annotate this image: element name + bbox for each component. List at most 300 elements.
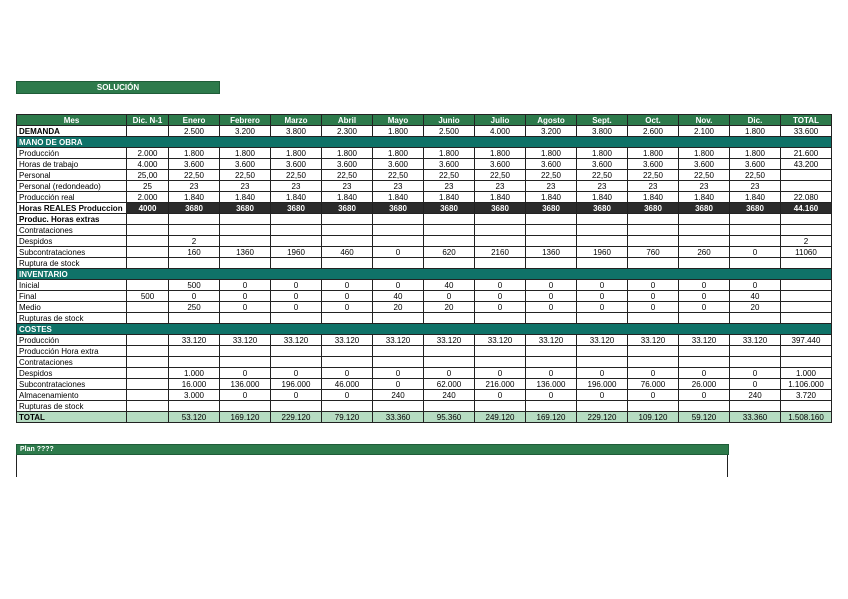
table-cell[interactable]	[271, 313, 322, 324]
table-cell[interactable]	[424, 313, 475, 324]
table-cell[interactable]	[679, 225, 730, 236]
table-cell[interactable]: 3.600	[475, 159, 526, 170]
table-cell[interactable]: 0	[577, 291, 628, 302]
table-cell[interactable]: 26.000	[679, 379, 730, 390]
table-cell[interactable]: 59.120	[679, 412, 730, 423]
row-label[interactable]: Despidos	[17, 236, 127, 247]
table-cell[interactable]: 33.120	[475, 335, 526, 346]
table-cell[interactable]: 1.840	[271, 192, 322, 203]
table-cell[interactable]	[730, 346, 781, 357]
row-label[interactable]: Produc. Horas extras	[17, 214, 127, 225]
table-cell[interactable]: 0	[679, 291, 730, 302]
table-cell[interactable]	[628, 214, 679, 225]
table-cell[interactable]: 43.200	[781, 159, 832, 170]
table-cell[interactable]: 23	[526, 181, 577, 192]
table-cell[interactable]: 3680	[526, 203, 577, 214]
table-cell[interactable]	[127, 379, 169, 390]
table-cell[interactable]: 160	[169, 247, 220, 258]
table-cell[interactable]: 169.120	[526, 412, 577, 423]
table-cell[interactable]	[271, 346, 322, 357]
table-cell[interactable]	[220, 225, 271, 236]
table-cell[interactable]: 76.000	[628, 379, 679, 390]
table-cell[interactable]	[373, 401, 424, 412]
table-cell[interactable]: 3.600	[322, 159, 373, 170]
table-cell[interactable]: 3.720	[781, 390, 832, 401]
table-cell[interactable]	[475, 236, 526, 247]
row-label[interactable]: Subcontrataciones	[17, 247, 127, 258]
table-cell[interactable]: 22,50	[475, 170, 526, 181]
table-cell[interactable]: 0	[526, 280, 577, 291]
table-cell[interactable]	[373, 258, 424, 269]
table-cell[interactable]	[127, 225, 169, 236]
table-cell[interactable]: 1.840	[220, 192, 271, 203]
table-cell[interactable]: 0	[475, 302, 526, 313]
table-cell[interactable]: 3.600	[628, 159, 679, 170]
table-cell[interactable]: 1.840	[628, 192, 679, 203]
table-cell[interactable]: 33.120	[220, 335, 271, 346]
table-cell[interactable]: 1.840	[577, 192, 628, 203]
table-cell[interactable]	[730, 225, 781, 236]
table-cell[interactable]: 1960	[271, 247, 322, 258]
table-cell[interactable]: 1.840	[169, 192, 220, 203]
row-label[interactable]: Horas REALES Produccion	[17, 203, 127, 214]
table-cell[interactable]	[781, 346, 832, 357]
table-cell[interactable]: 249.120	[475, 412, 526, 423]
table-cell[interactable]: 0	[628, 280, 679, 291]
table-cell[interactable]	[781, 280, 832, 291]
table-cell[interactable]: 1.800	[526, 148, 577, 159]
table-cell[interactable]: 0	[628, 302, 679, 313]
table-cell[interactable]: 1.800	[577, 148, 628, 159]
table-cell[interactable]	[526, 225, 577, 236]
table-cell[interactable]	[781, 225, 832, 236]
table-cell[interactable]: 23	[169, 181, 220, 192]
table-cell[interactable]: 1.840	[526, 192, 577, 203]
table-cell[interactable]: 3.000	[169, 390, 220, 401]
table-cell[interactable]: 23	[730, 181, 781, 192]
table-cell[interactable]: 397.440	[781, 335, 832, 346]
table-cell[interactable]: 33.120	[577, 335, 628, 346]
table-cell[interactable]: 0	[169, 291, 220, 302]
table-cell[interactable]: 0	[424, 368, 475, 379]
table-cell[interactable]	[169, 401, 220, 412]
table-cell[interactable]: 229.120	[577, 412, 628, 423]
table-cell[interactable]: 3.600	[271, 159, 322, 170]
table-cell[interactable]: 3.600	[220, 159, 271, 170]
table-cell[interactable]: 0	[220, 390, 271, 401]
table-cell[interactable]	[322, 346, 373, 357]
table-cell[interactable]: 33.120	[526, 335, 577, 346]
table-cell[interactable]: 1.800	[322, 148, 373, 159]
table-cell[interactable]	[577, 346, 628, 357]
table-cell[interactable]: 0	[526, 368, 577, 379]
table-cell[interactable]: 0	[424, 291, 475, 302]
table-cell[interactable]	[577, 313, 628, 324]
table-cell[interactable]: 0	[628, 291, 679, 302]
table-cell[interactable]	[373, 346, 424, 357]
table-cell[interactable]: 0	[322, 280, 373, 291]
table-cell[interactable]: 0	[730, 368, 781, 379]
table-cell[interactable]: 1.800	[220, 148, 271, 159]
table-cell[interactable]: 23	[373, 181, 424, 192]
row-label[interactable]: Ruptura de stock	[17, 258, 127, 269]
table-cell[interactable]: 3.600	[169, 159, 220, 170]
table-cell[interactable]: 22,50	[322, 170, 373, 181]
table-cell[interactable]: 3.600	[373, 159, 424, 170]
table-cell[interactable]: 760	[628, 247, 679, 258]
table-cell[interactable]: 1.000	[781, 368, 832, 379]
table-cell[interactable]: 23	[628, 181, 679, 192]
table-cell[interactable]: 1.800	[475, 148, 526, 159]
table-cell[interactable]: 3680	[628, 203, 679, 214]
table-cell[interactable]: 1.000	[169, 368, 220, 379]
table-cell[interactable]: 2.600	[628, 126, 679, 137]
table-cell[interactable]	[679, 236, 730, 247]
table-cell[interactable]: 0	[373, 368, 424, 379]
table-cell[interactable]	[781, 291, 832, 302]
table-cell[interactable]: 1960	[577, 247, 628, 258]
table-cell[interactable]: 0	[730, 280, 781, 291]
table-cell[interactable]: 0	[271, 291, 322, 302]
table-cell[interactable]: 0	[271, 280, 322, 291]
table-cell[interactable]: 0	[679, 390, 730, 401]
table-cell[interactable]: 22,50	[271, 170, 322, 181]
table-cell[interactable]	[169, 346, 220, 357]
table-cell[interactable]	[220, 313, 271, 324]
row-label[interactable]: Producción real	[17, 192, 127, 203]
column-header[interactable]: Dic.	[730, 115, 781, 126]
table-cell[interactable]	[475, 313, 526, 324]
table-cell[interactable]	[127, 236, 169, 247]
table-cell[interactable]: 33.120	[322, 335, 373, 346]
table-cell[interactable]: 3.800	[271, 126, 322, 137]
row-label[interactable]: Producción	[17, 148, 127, 159]
table-cell[interactable]	[220, 357, 271, 368]
table-cell[interactable]	[730, 401, 781, 412]
table-cell[interactable]: 0	[271, 302, 322, 313]
table-cell[interactable]	[220, 401, 271, 412]
table-cell[interactable]: 33.120	[373, 335, 424, 346]
table-cell[interactable]	[526, 357, 577, 368]
table-cell[interactable]	[322, 357, 373, 368]
table-cell[interactable]	[679, 357, 730, 368]
table-cell[interactable]	[475, 357, 526, 368]
row-label[interactable]: Producción	[17, 335, 127, 346]
table-cell[interactable]: 22.080	[781, 192, 832, 203]
table-cell[interactable]	[220, 236, 271, 247]
table-cell[interactable]	[373, 225, 424, 236]
table-cell[interactable]: 3680	[169, 203, 220, 214]
table-cell[interactable]	[628, 401, 679, 412]
table-cell[interactable]	[322, 313, 373, 324]
table-cell[interactable]	[127, 126, 169, 137]
table-cell[interactable]: 0	[271, 368, 322, 379]
table-cell[interactable]: 216.000	[475, 379, 526, 390]
table-cell[interactable]: 3.600	[526, 159, 577, 170]
column-header[interactable]: Enero	[169, 115, 220, 126]
table-cell[interactable]: 20	[424, 302, 475, 313]
table-cell[interactable]: 20	[373, 302, 424, 313]
table-cell[interactable]	[424, 346, 475, 357]
table-cell[interactable]: 0	[220, 368, 271, 379]
table-cell[interactable]: 0	[679, 280, 730, 291]
table-cell[interactable]	[169, 225, 220, 236]
table-cell[interactable]	[475, 225, 526, 236]
table-cell[interactable]	[127, 247, 169, 258]
table-cell[interactable]	[526, 346, 577, 357]
table-cell[interactable]: 33.120	[271, 335, 322, 346]
row-label[interactable]: Contrataciones	[17, 357, 127, 368]
table-cell[interactable]: 23	[322, 181, 373, 192]
table-cell[interactable]: 95.360	[424, 412, 475, 423]
table-cell[interactable]: 33.360	[373, 412, 424, 423]
table-cell[interactable]	[127, 368, 169, 379]
table-cell[interactable]: 2.000	[127, 192, 169, 203]
table-cell[interactable]	[373, 214, 424, 225]
table-cell[interactable]	[169, 214, 220, 225]
table-cell[interactable]: 33.120	[628, 335, 679, 346]
table-cell[interactable]: 33.120	[679, 335, 730, 346]
table-cell[interactable]: 250	[169, 302, 220, 313]
table-cell[interactable]: 1.840	[730, 192, 781, 203]
table-cell[interactable]	[373, 313, 424, 324]
table-cell[interactable]: 169.120	[220, 412, 271, 423]
table-cell[interactable]	[475, 401, 526, 412]
table-cell[interactable]: 22,50	[577, 170, 628, 181]
table-cell[interactable]: 22,50	[679, 170, 730, 181]
table-cell[interactable]: 40	[424, 280, 475, 291]
table-cell[interactable]: 1.800	[628, 148, 679, 159]
table-cell[interactable]	[373, 236, 424, 247]
table-cell[interactable]: 16.000	[169, 379, 220, 390]
table-cell[interactable]: 500	[169, 280, 220, 291]
table-cell[interactable]: 44.160	[781, 203, 832, 214]
table-cell[interactable]: 2160	[475, 247, 526, 258]
table-cell[interactable]	[220, 258, 271, 269]
column-header[interactable]: Febrero	[220, 115, 271, 126]
table-cell[interactable]	[730, 258, 781, 269]
table-cell[interactable]: 240	[730, 390, 781, 401]
table-cell[interactable]	[424, 214, 475, 225]
table-cell[interactable]: 0	[628, 390, 679, 401]
table-cell[interactable]: 4.000	[127, 159, 169, 170]
table-cell[interactable]	[628, 258, 679, 269]
table-cell[interactable]	[526, 258, 577, 269]
table-cell[interactable]: 196.000	[271, 379, 322, 390]
table-cell[interactable]: 229.120	[271, 412, 322, 423]
table-cell[interactable]	[271, 357, 322, 368]
table-cell[interactable]: 11060	[781, 247, 832, 258]
table-cell[interactable]	[322, 258, 373, 269]
table-cell[interactable]	[373, 357, 424, 368]
table-cell[interactable]: 2.500	[424, 126, 475, 137]
table-cell[interactable]: 22,50	[373, 170, 424, 181]
table-cell[interactable]: 620	[424, 247, 475, 258]
column-header[interactable]: Nov.	[679, 115, 730, 126]
table-cell[interactable]	[781, 258, 832, 269]
table-cell[interactable]: 33.120	[169, 335, 220, 346]
row-label[interactable]: Personal (redondeado)	[17, 181, 127, 192]
table-cell[interactable]: 33.360	[730, 412, 781, 423]
table-cell[interactable]: 4.000	[475, 126, 526, 137]
table-cell[interactable]: 0	[679, 368, 730, 379]
table-cell[interactable]: 0	[322, 302, 373, 313]
table-cell[interactable]: 240	[373, 390, 424, 401]
table-cell[interactable]: 260	[679, 247, 730, 258]
table-cell[interactable]	[127, 357, 169, 368]
column-header[interactable]: Oct.	[628, 115, 679, 126]
table-cell[interactable]: 23	[577, 181, 628, 192]
row-label[interactable]: Subcontrataciones	[17, 379, 127, 390]
table-cell[interactable]: 3680	[220, 203, 271, 214]
table-cell[interactable]	[679, 258, 730, 269]
table-cell[interactable]: 22,50	[526, 170, 577, 181]
column-header[interactable]: Dic. N-1	[127, 115, 169, 126]
table-cell[interactable]: 0	[220, 280, 271, 291]
table-cell[interactable]: 3.200	[526, 126, 577, 137]
table-cell[interactable]: 3680	[730, 203, 781, 214]
table-cell[interactable]	[679, 313, 730, 324]
column-header[interactable]: Mayo	[373, 115, 424, 126]
table-cell[interactable]: 0	[730, 379, 781, 390]
table-cell[interactable]	[577, 258, 628, 269]
table-cell[interactable]: 0	[322, 368, 373, 379]
table-cell[interactable]: 25	[127, 181, 169, 192]
column-header[interactable]: Junio	[424, 115, 475, 126]
table-cell[interactable]: 3.600	[577, 159, 628, 170]
column-header[interactable]: Mes	[17, 115, 127, 126]
table-cell[interactable]	[679, 214, 730, 225]
table-cell[interactable]	[271, 214, 322, 225]
row-label[interactable]: Final	[17, 291, 127, 302]
table-cell[interactable]	[781, 181, 832, 192]
table-cell[interactable]: 0	[628, 368, 679, 379]
table-cell[interactable]: 2.500	[169, 126, 220, 137]
table-cell[interactable]: 22,50	[424, 170, 475, 181]
table-cell[interactable]: 1.800	[730, 148, 781, 159]
table-cell[interactable]: 0	[577, 280, 628, 291]
table-cell[interactable]: 40	[373, 291, 424, 302]
table-cell[interactable]: 0	[475, 368, 526, 379]
table-cell[interactable]: 46.000	[322, 379, 373, 390]
table-cell[interactable]: 0	[526, 390, 577, 401]
table-cell[interactable]	[730, 214, 781, 225]
column-header[interactable]: Julio	[475, 115, 526, 126]
table-cell[interactable]	[127, 335, 169, 346]
table-cell[interactable]	[577, 225, 628, 236]
table-cell[interactable]: 1.800	[424, 148, 475, 159]
row-label[interactable]: DEMANDA	[17, 126, 127, 137]
table-cell[interactable]: 0	[475, 390, 526, 401]
table-cell[interactable]: 25,00	[127, 170, 169, 181]
row-label[interactable]: Medio	[17, 302, 127, 313]
table-cell[interactable]	[424, 236, 475, 247]
column-header[interactable]: TOTAL	[781, 115, 832, 126]
table-cell[interactable]: 33.120	[424, 335, 475, 346]
column-header[interactable]: Marzo	[271, 115, 322, 126]
row-label[interactable]: Contrataciones	[17, 225, 127, 236]
table-cell[interactable]	[628, 346, 679, 357]
table-cell[interactable]	[679, 346, 730, 357]
table-cell[interactable]	[220, 346, 271, 357]
table-cell[interactable]	[577, 357, 628, 368]
table-cell[interactable]	[526, 236, 577, 247]
table-cell[interactable]: 23	[424, 181, 475, 192]
table-cell[interactable]: 1.800	[373, 126, 424, 137]
table-cell[interactable]: 1.840	[475, 192, 526, 203]
table-cell[interactable]	[271, 236, 322, 247]
table-cell[interactable]: 2.100	[679, 126, 730, 137]
table-cell[interactable]: 109.120	[628, 412, 679, 423]
table-cell[interactable]	[577, 401, 628, 412]
table-cell[interactable]	[322, 214, 373, 225]
table-cell[interactable]: 0	[373, 280, 424, 291]
table-cell[interactable]	[127, 280, 169, 291]
table-cell[interactable]	[526, 214, 577, 225]
table-cell[interactable]	[424, 401, 475, 412]
table-cell[interactable]: 3.600	[730, 159, 781, 170]
table-cell[interactable]: 196.000	[577, 379, 628, 390]
row-label[interactable]: Personal	[17, 170, 127, 181]
table-cell[interactable]	[781, 357, 832, 368]
table-cell[interactable]: 2.300	[322, 126, 373, 137]
table-cell[interactable]	[475, 258, 526, 269]
table-cell[interactable]	[127, 412, 169, 423]
table-cell[interactable]	[781, 313, 832, 324]
row-label[interactable]: Despidos	[17, 368, 127, 379]
table-cell[interactable]	[628, 236, 679, 247]
table-cell[interactable]: 0	[526, 302, 577, 313]
table-cell[interactable]: 1.840	[679, 192, 730, 203]
table-cell[interactable]: 23	[475, 181, 526, 192]
table-cell[interactable]: 0	[577, 368, 628, 379]
table-cell[interactable]	[424, 225, 475, 236]
table-cell[interactable]	[577, 236, 628, 247]
table-cell[interactable]: 33.120	[730, 335, 781, 346]
column-header[interactable]: Sept.	[577, 115, 628, 126]
table-cell[interactable]: 2.000	[127, 148, 169, 159]
table-cell[interactable]	[730, 236, 781, 247]
table-cell[interactable]	[127, 302, 169, 313]
table-cell[interactable]	[628, 357, 679, 368]
table-cell[interactable]: 20	[730, 302, 781, 313]
table-cell[interactable]: 53.120	[169, 412, 220, 423]
table-cell[interactable]	[322, 401, 373, 412]
table-cell[interactable]: 0	[322, 291, 373, 302]
table-cell[interactable]	[475, 346, 526, 357]
table-cell[interactable]	[424, 357, 475, 368]
table-cell[interactable]: 62.000	[424, 379, 475, 390]
table-cell[interactable]: 23	[271, 181, 322, 192]
table-cell[interactable]: 0	[679, 302, 730, 313]
table-cell[interactable]: 3.600	[424, 159, 475, 170]
table-cell[interactable]	[127, 214, 169, 225]
table-cell[interactable]	[322, 236, 373, 247]
table-cell[interactable]: 136.000	[526, 379, 577, 390]
table-cell[interactable]	[475, 214, 526, 225]
table-cell[interactable]: 1.800	[679, 148, 730, 159]
table-cell[interactable]: 0	[373, 379, 424, 390]
table-cell[interactable]	[628, 225, 679, 236]
table-cell[interactable]: 22,50	[169, 170, 220, 181]
table-cell[interactable]	[127, 390, 169, 401]
table-cell[interactable]: 22,50	[730, 170, 781, 181]
table-cell[interactable]: 1.800	[271, 148, 322, 159]
table-cell[interactable]: 1.840	[322, 192, 373, 203]
column-header[interactable]: Agosto	[526, 115, 577, 126]
table-cell[interactable]: 21.600	[781, 148, 832, 159]
table-cell[interactable]: 3.600	[679, 159, 730, 170]
